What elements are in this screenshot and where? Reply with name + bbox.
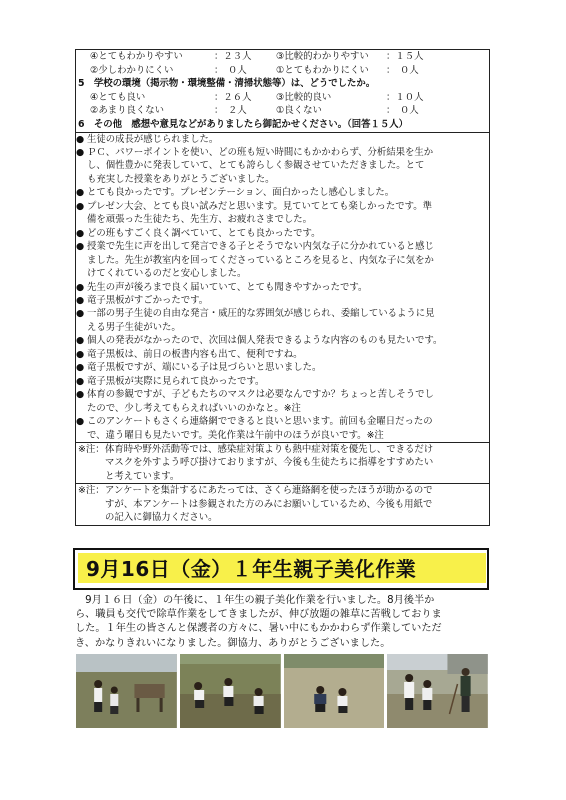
option-label: ②あまり良くない bbox=[90, 105, 165, 117]
bullet-icon: ● bbox=[76, 147, 85, 159]
note-marker: ※注： bbox=[78, 485, 105, 497]
option-label: ③比較的わかりやすい bbox=[276, 51, 369, 62]
bullet-icon: ● bbox=[76, 227, 85, 239]
question-5-title-text: 5 学校の環境（掲示物・環境整備・清掃状態等）は、どうでしたか。 bbox=[78, 78, 376, 90]
note-line: マスクを外すよう呼び掛けておりますが、今後も生徒たちに指導をすすめたい bbox=[105, 457, 434, 469]
notes-list bbox=[76, 442, 489, 525]
option-label: ②少しわかりにくい bbox=[90, 64, 174, 76]
comment-text bbox=[87, 334, 442, 347]
bullet-icon: ● bbox=[76, 187, 85, 199]
note-line: 体育時や野外活動等では、感染症対策よりも熱中症対策を優先し、できるだけ bbox=[105, 443, 434, 455]
comment-line: 備を頑張った生徒たち、先生方、お疲れさまでした。 bbox=[87, 214, 313, 226]
comment-text bbox=[87, 415, 433, 442]
comment-text bbox=[87, 186, 394, 199]
paragraph-line: 9月１６日（金）の午後に、１年生の親子美化作業を行いました。8月後半か bbox=[75, 595, 435, 606]
comment-item bbox=[76, 227, 489, 240]
photo-strip bbox=[76, 654, 488, 728]
comment-item bbox=[76, 294, 489, 307]
comment-item bbox=[76, 415, 489, 442]
comment-line: とても良かったです。プレゼンテーション、面白かったし感心しました。 bbox=[87, 187, 395, 199]
comments-list bbox=[76, 132, 489, 442]
comment-item bbox=[76, 388, 489, 415]
comment-item bbox=[76, 240, 489, 280]
comment-text bbox=[87, 281, 367, 294]
comment-item bbox=[76, 361, 489, 374]
comment-item bbox=[76, 334, 489, 347]
bullet-icon: ● bbox=[76, 362, 85, 374]
option-count: ：１５人 bbox=[386, 51, 424, 62]
photo-group-with-rake bbox=[387, 654, 488, 728]
comment-item bbox=[76, 307, 489, 334]
comment-item bbox=[76, 281, 489, 294]
bullet-icon: ● bbox=[76, 375, 85, 387]
photo-students-weeding-by-bench bbox=[76, 654, 177, 728]
comment-item bbox=[76, 146, 489, 186]
comment-line: プレゼン大会、とても良い試みだと思います。見ていてとても楽しかったです。準 bbox=[87, 200, 433, 212]
bullet-icon: ● bbox=[76, 416, 85, 428]
comment-text bbox=[87, 200, 432, 227]
paragraph-line: した。１年生の皆さんと保護者の方々に、暑い中にもかかわらず作業していただ bbox=[75, 623, 442, 635]
option-label: ①とてもわかりにくい bbox=[276, 64, 369, 76]
note-line: と考えています。 bbox=[105, 470, 180, 482]
comment-line: 授業で先生に声を出して発言できる子とそうでない内気な子に分かれていると感じ bbox=[87, 241, 434, 253]
paragraph-line: ら、職員も交代で除草作業をしてきましたが、伸び放題の雑草に苦戦しておりま bbox=[75, 609, 442, 621]
bullet-icon: ● bbox=[76, 348, 85, 360]
comment-line: 竜子黒板は、前日の板書内容も出て、便利ですね。 bbox=[87, 348, 303, 360]
comment-item bbox=[76, 186, 489, 199]
comment-text bbox=[87, 307, 434, 334]
comment-line: 竜子黒板がすごかったです。 bbox=[87, 295, 209, 306]
comment-line: 個人の発表がなかったので、次回は個人発表できるような内容のものも見たいです。 bbox=[87, 335, 443, 347]
comment-line: けてくれているのだと安心しました。 bbox=[87, 268, 247, 280]
comment-line: 竜子黒板ですが、端にいる子は見づらいと思いました。 bbox=[87, 362, 322, 374]
comment-text bbox=[87, 375, 264, 388]
comment-text bbox=[87, 146, 433, 186]
note-line: の記入に御協力ください。 bbox=[105, 512, 218, 524]
option-label: ③比較的良い bbox=[276, 91, 332, 103]
note-marker: ※注： bbox=[78, 443, 105, 455]
option-label: ④とても良い bbox=[90, 91, 146, 103]
comment-line: 一部の男子生徒の自由な発言・威圧的な雰囲気が感じられ、委縮しているように見 bbox=[87, 308, 435, 320]
option-count: ：２３人 bbox=[214, 51, 252, 62]
bullet-icon: ● bbox=[76, 389, 85, 401]
comment-line: で、違う曜日も見たいです。美化作業は午前中のほうが良いです。※注 bbox=[87, 429, 384, 441]
result-row bbox=[76, 50, 489, 64]
article-title: 9月16日（金）１年生親子美化作業 bbox=[86, 557, 417, 581]
option-label: ④とてもわかりやすい bbox=[90, 51, 183, 62]
comment-line: たので、少し考えてもらえればいいのかなと。※注 bbox=[87, 402, 301, 414]
comment-line: このアンケートもさくら連絡網でできると良いと思います。前回も金曜日だったの bbox=[87, 416, 433, 428]
question-5-results bbox=[76, 91, 489, 118]
option-count: ：２６人 bbox=[214, 91, 252, 103]
option-count: ： ２人 bbox=[214, 105, 247, 117]
comment-text bbox=[87, 294, 208, 307]
photo-parents-and-students-weeding bbox=[284, 654, 385, 728]
question-5-title bbox=[76, 77, 489, 91]
comment-item bbox=[76, 200, 489, 227]
question-6-title-text: 6 その他 感想や意見などがありましたら御記かせください。（回答１５人） bbox=[78, 118, 408, 130]
option-count: ： ０人 bbox=[386, 105, 419, 117]
note-item bbox=[76, 483, 489, 524]
banner-highlight bbox=[78, 553, 486, 583]
comment-line: える男子生徒がいた。 bbox=[87, 321, 181, 333]
article-paragraph bbox=[75, 594, 489, 651]
paragraph-line: き、かなりきれいになりました。御協力、ありがとうございました。 bbox=[75, 637, 391, 649]
comment-text bbox=[87, 388, 434, 415]
bullet-icon: ● bbox=[76, 281, 85, 293]
result-row bbox=[76, 64, 489, 78]
comment-text bbox=[87, 361, 321, 374]
comment-line: 先生の声が後ろまで良く届いていて、とても聞きやすかったです。 bbox=[87, 281, 368, 293]
bullet-icon: ● bbox=[76, 241, 85, 253]
note-line: アンケートを集計するにあたっては、さくら連絡網を使ったほうが助かるので bbox=[105, 485, 433, 497]
option-count: ： ０人 bbox=[214, 64, 247, 76]
comment-line: ました。先生が教室内を回ってくださっているところを見ると、内気な子に気をか bbox=[87, 254, 434, 266]
comment-text bbox=[87, 227, 320, 240]
comment-line: どの班もすごく良く調べていて、とても良かったです。 bbox=[87, 227, 321, 239]
comment-text bbox=[87, 348, 302, 361]
bullet-icon: ● bbox=[76, 200, 85, 212]
comment-line: ＰＣ、パワーポイントを使い、どの班も短い時間にもかかわらず、分析結果を生か bbox=[87, 147, 434, 159]
comment-line: 体育の参観ですが、子どもたちのマスクは必要なんですか？ちょっと苦しそうでし bbox=[87, 389, 434, 401]
comment-line: も充実した授業をありがとうございました。 bbox=[87, 173, 275, 185]
note-text bbox=[105, 443, 489, 483]
question-4-results bbox=[76, 50, 489, 77]
article-banner bbox=[73, 548, 489, 590]
option-count: ： ０人 bbox=[386, 64, 419, 76]
bullet-icon: ● bbox=[76, 308, 85, 320]
option-count: ：１０人 bbox=[386, 91, 424, 103]
result-row bbox=[76, 104, 489, 118]
comment-text bbox=[87, 133, 218, 146]
question-6-title bbox=[76, 118, 489, 132]
bullet-icon: ● bbox=[76, 295, 85, 306]
comment-line: し、個性豊かに発表していて、とても誇らしく参観させていただきました。とて bbox=[87, 160, 425, 172]
comment-item bbox=[76, 375, 489, 388]
photo-students-crouching-in-field bbox=[180, 654, 281, 728]
survey-results-box bbox=[75, 49, 490, 526]
comment-text bbox=[87, 240, 434, 280]
comment-item bbox=[76, 348, 489, 361]
option-label: ①良くない bbox=[276, 105, 322, 117]
note-item bbox=[76, 442, 489, 483]
result-row bbox=[76, 91, 489, 105]
comment-item bbox=[76, 133, 489, 146]
bullet-icon: ● bbox=[76, 335, 85, 347]
note-line: すが、本アンケートは参観された方のみにお願いしているため、今後も用紙で bbox=[105, 498, 433, 510]
comment-line: 生徒の成長が感じられました。 bbox=[87, 133, 219, 145]
note-text bbox=[105, 484, 489, 524]
comment-line: 竜子黒板が実際に見られて良かったです。 bbox=[87, 375, 265, 387]
bullet-icon: ● bbox=[76, 133, 85, 145]
